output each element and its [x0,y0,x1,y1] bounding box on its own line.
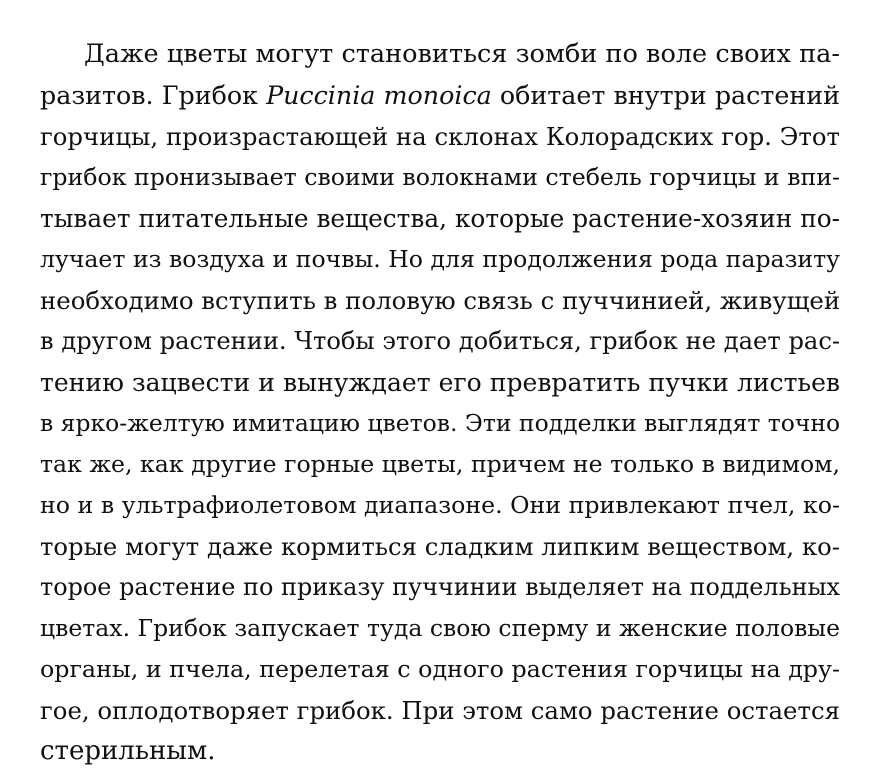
paragraph-line: органы, и пчела, перелетая с одного растения горчицы на дру- [40,655,840,683]
paragraph-line: в ярко-желтую имитацию цветов. Эти подделки выглядят точно [40,409,841,437]
paragraph-line: торые могут даже кормиться сладким липким веществом, ко- [40,532,840,561]
paragraph-line: горчицы, произрастающей на склонах Колорадских гор. Этот [40,122,840,151]
paragraph-line [40,75,840,116]
paragraph-line: в другом растении. Чтобы этого добиться, грибок не дает рас- [40,327,840,355]
line-text: обитает внутри растений [491,80,840,110]
paragraph-line: стерильным. [40,736,216,766]
paragraph-line: гое, оплодотворяет грибок. При этом само растение остается [40,696,840,725]
paragraph-line: грибок пронизывает своими волокнами стебель горчицы и впи- [40,163,840,191]
paragraph-line: цветах. Грибок запускает туда свою сперму и женские половые [40,614,840,642]
text-page [40,34,840,772]
species-name: Puccinia monoica [266,80,492,110]
paragraph-line: Даже цветы могут становиться зомби по воле своих па- [84,39,840,69]
paragraph-line: торое растение по приказу пуччинии выделяет на поддельных [40,573,840,601]
line-text: разитов. Грибок [40,80,267,110]
paragraph-line: так же, как другие горные цветы, причем не только в видимом, [40,450,840,478]
paragraph-line: необходимо вступить в половую связь с пуччинией, живущей [40,286,841,315]
paragraph-line: тывает питательные вещества, которые растение-хозяин по- [40,204,840,233]
paragraph-line: но и в ультрафиолетовом диапазоне. Они привлекают пчел, ко- [40,491,840,519]
paragraph-line: тению зацвести и вынуждает его превратить пучки листьев [40,368,840,397]
paragraph-line: лучает из воздуха и почвы. Но для продолжения рода паразиту [40,245,840,273]
